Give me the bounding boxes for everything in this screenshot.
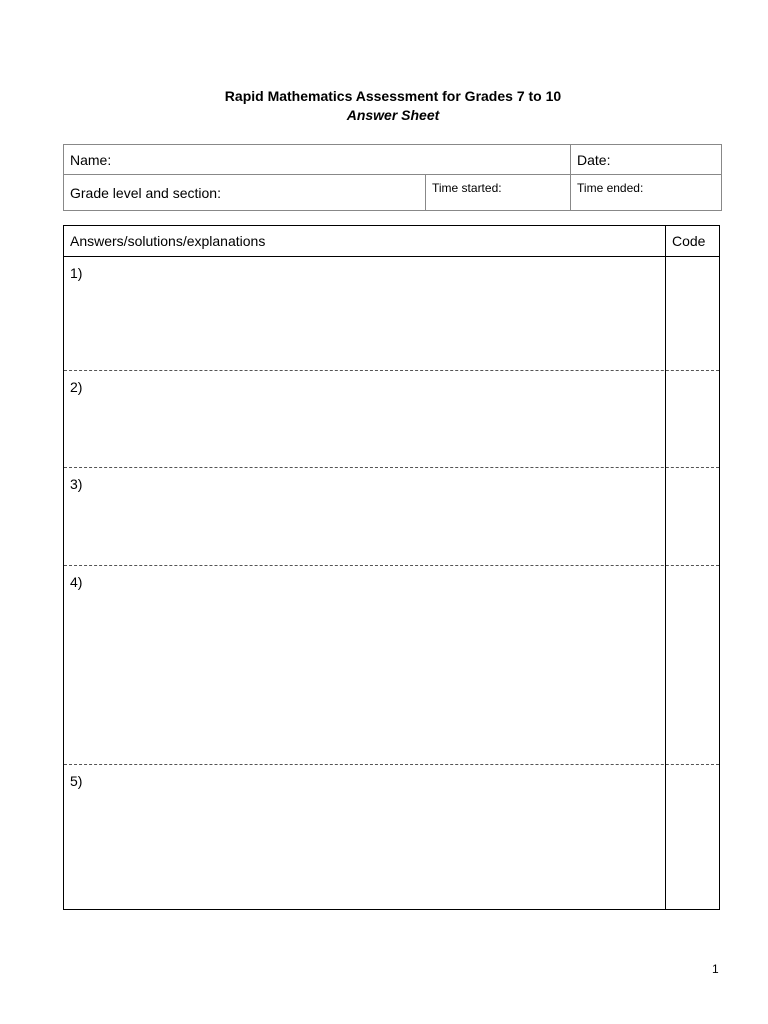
info-row-name [64,145,722,175]
answers-column-header: Answers/solutions/explanations [70,233,266,249]
student-info-table [63,144,722,211]
document-subtitle: Answer Sheet [346,107,440,123]
time-started-field[interactable]: Time started: [426,175,571,211]
answer-row-2[interactable] [64,371,719,468]
answer-row-5[interactable] [64,765,719,908]
page-number: 1 [712,962,719,976]
answer-row-1[interactable] [64,257,719,371]
info-row-grade [64,175,722,211]
answer-number: 1) [70,265,83,281]
answers-table [63,225,720,910]
answer-row-4[interactable] [64,566,719,765]
answer-number: 4) [70,574,83,590]
answer-number: 3) [70,476,83,492]
grade-section-field[interactable]: Grade level and section: [64,175,426,211]
answer-row-3[interactable] [64,468,719,566]
time-ended-field[interactable]: Time ended: [571,175,722,211]
answer-number: 2) [70,379,83,395]
document-title: Rapid Mathematics Assessment for Grades 7 to 10 [224,88,562,104]
code-column-divider [665,226,666,909]
answer-number: 5) [70,773,83,789]
name-field[interactable]: Name: [64,145,571,175]
date-field[interactable]: Date: [571,145,722,175]
code-column-header: Code [672,233,706,249]
answers-table-header [64,226,719,257]
